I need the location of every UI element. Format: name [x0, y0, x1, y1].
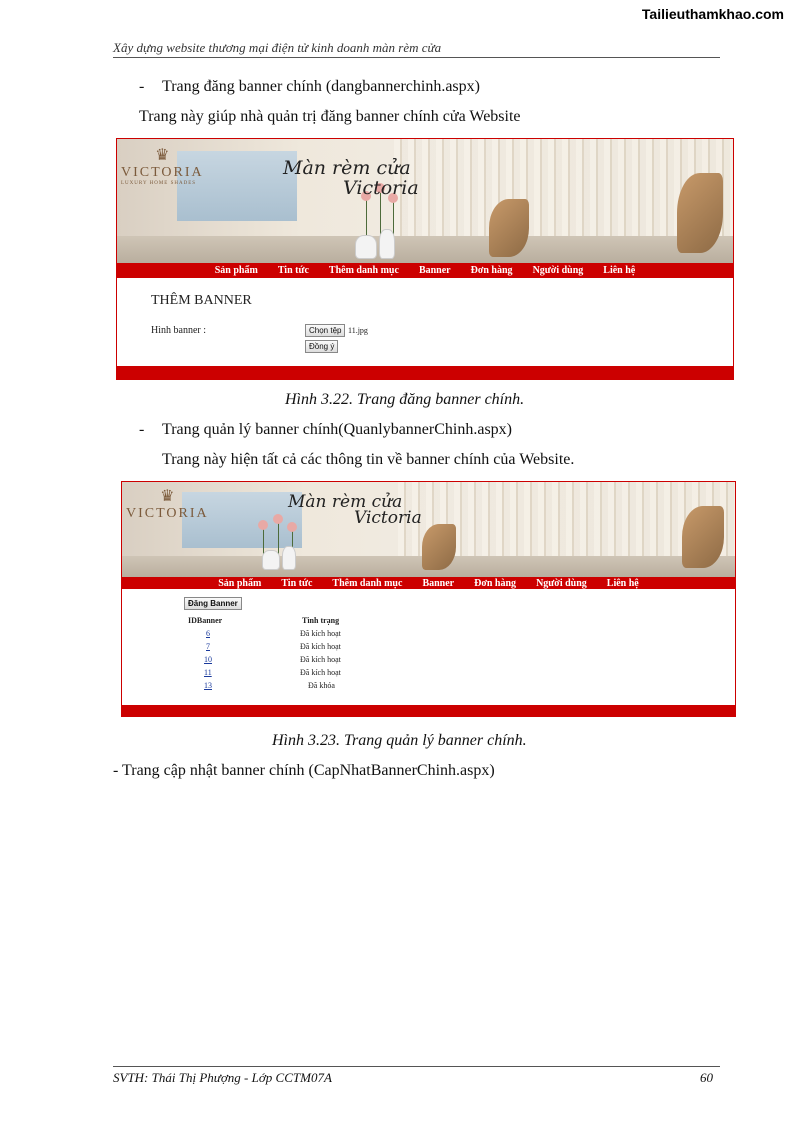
- nav-san-pham[interactable]: Sản phẩm: [214, 265, 258, 276]
- col-header-id: IDBanner: [188, 616, 223, 625]
- banner-id-link[interactable]: 13: [204, 681, 212, 690]
- nav2-don-hang[interactable]: Đơn hàng: [474, 577, 517, 589]
- banner-status: Đã kích hoạt: [300, 642, 341, 651]
- footer-author: SVTH: Thái Thị Phượng - Lớp CCTM07A: [113, 1070, 332, 1085]
- banner2-title-line1: Màn rèm cửa: [288, 492, 403, 512]
- file-name: 11.jpg: [348, 326, 368, 335]
- add-banner-button[interactable]: Đăng Banner: [184, 597, 242, 610]
- banner-status: Đã kích hoạt: [300, 655, 341, 664]
- header-rule: [113, 57, 720, 58]
- footer-rule: [113, 1066, 720, 1067]
- banner2-title-line2: Victoria: [354, 508, 422, 528]
- nav-don-hang[interactable]: Đơn hàng: [470, 265, 513, 276]
- screenshot-manage-banner: [121, 481, 736, 717]
- submit-button[interactable]: Đồng ý: [305, 340, 338, 353]
- nav-them-danh-muc[interactable]: Thêm danh mục: [328, 265, 399, 276]
- section1-item: Trang đăng banner chính (dangbannerchinh.aspx): [162, 78, 480, 95]
- banner-id-link[interactable]: 7: [206, 642, 210, 651]
- nav2-nguoi-dung[interactable]: Người dùng: [536, 577, 587, 589]
- section2-desc: Trang này hiện tất cả các thông tin về banner chính của Website.: [162, 451, 575, 468]
- nav2-tin-tuc[interactable]: Tin tức: [281, 577, 313, 589]
- caption-figure-3-22: Hình 3.22. Trang đăng banner chính.: [285, 391, 525, 408]
- nav2-them-danh-muc[interactable]: Thêm danh mục: [332, 577, 403, 589]
- banner-status: Đã kích hoạt: [300, 629, 341, 638]
- section3-item: - Trang cập nhật banner chính (CapNhatBannerChinh.aspx): [113, 762, 495, 779]
- bullet-1: -: [139, 78, 145, 95]
- victoria-logo-2: ♛ VICTORIA: [126, 488, 209, 521]
- banner-status: Đã kích hoạt: [300, 668, 341, 677]
- banner-field-label: Hình banner :: [151, 325, 206, 336]
- choose-file-button[interactable]: Chọn tệp: [305, 324, 345, 337]
- footer-bar-2: [122, 705, 735, 716]
- nav2-banner[interactable]: Banner: [422, 577, 455, 589]
- screenshot-add-banner: [116, 138, 734, 380]
- nav-bar: [117, 263, 733, 278]
- banner-image: [117, 139, 733, 263]
- nav2-lien-he[interactable]: Liên hệ: [606, 577, 639, 589]
- bullet-2: -: [139, 421, 145, 438]
- banner-status: Đã khóa: [308, 681, 335, 690]
- nav-lien-he[interactable]: Liên hệ: [603, 265, 636, 276]
- diamond-icon: ♛: [160, 488, 175, 505]
- banner-title-line1: Màn rèm cửa: [283, 157, 411, 179]
- diamond-icon: ♛: [155, 147, 170, 164]
- nav2-san-pham[interactable]: Sản phẩm: [218, 577, 262, 589]
- add-banner-heading: THÊM BANNER: [151, 293, 252, 308]
- victoria-logo: ♛ VICTORIA LUXURY HOME SHADES: [121, 147, 204, 186]
- running-head: Xây dựng website thương mại điện tử kinh doanh màn rèm cửa: [113, 40, 442, 55]
- section2-item: Trang quản lý banner chính(QuanlybannerChinh.aspx): [162, 421, 512, 438]
- nav-nguoi-dung[interactable]: Người dùng: [532, 265, 584, 276]
- page-number: 60: [700, 1070, 713, 1085]
- footer-bar: [117, 366, 733, 379]
- banner-title-line2: Victoria: [343, 177, 419, 199]
- nav-bar-2: [122, 577, 735, 589]
- watermark: Tailieuthamkhao.com: [641, 6, 784, 22]
- banner-id-link[interactable]: 6: [206, 629, 210, 638]
- banner-id-link[interactable]: 11: [204, 668, 212, 677]
- banner-image-2: [122, 482, 735, 577]
- caption-figure-3-23: Hình 3.23. Trang quản lý banner chính.: [272, 732, 527, 749]
- nav-banner[interactable]: Banner: [418, 265, 451, 276]
- col-header-status: Tình trạng: [302, 616, 340, 625]
- section1-desc: Trang này giúp nhà quản trị đăng banner chính cửa Website: [139, 108, 521, 125]
- banner-id-link[interactable]: 10: [204, 655, 212, 664]
- nav-tin-tuc[interactable]: Tin tức: [277, 265, 309, 276]
